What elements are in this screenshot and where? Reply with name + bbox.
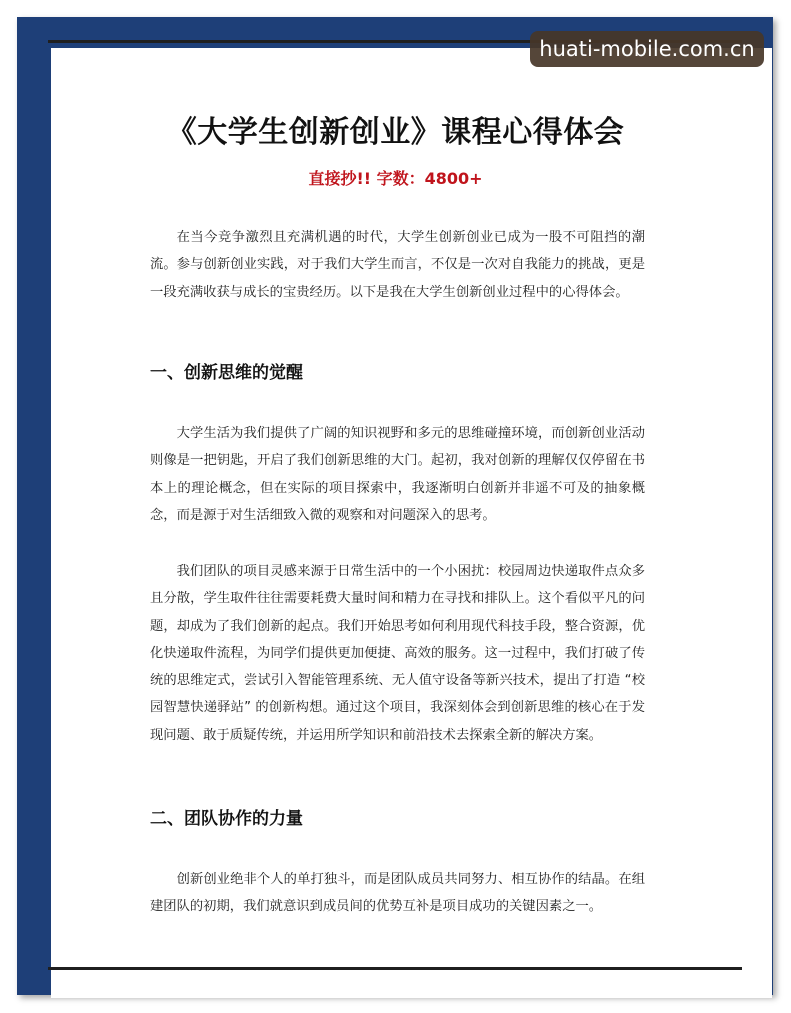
document-subtitle: 直接抄!! 字数：4800+ (308, 169, 483, 188)
section2-heading: 二、团队协作的力量 (150, 809, 303, 829)
watermark: huati-mobile.com.cn (530, 31, 764, 67)
intro-paragraph: 在当今竞争激烈且充满机遇的时代，大学生创新创业已成为一股不可阻挡的潮流。参与创新创业实践，对于我们大学生而言，不仅是一次对自我能力的挑战，更是一段充满收获与成长的宝贵经历。以下是我在大学生创新创业过程中的心得体会。 (150, 230, 645, 300)
section1-heading: 一、创新思维的觉醒 (150, 363, 303, 383)
section1-paragraph-1: 大学生活为我们提供了广阔的知识视野和多元的思维碰撞环境，而创新创业活动则像是一把钥匙，开启了我们创新思维的大门。起初，我对创新的理解仅仅停留在书本上的理论概念，但在实际的项目探索中，我逐渐明白创新并非遥不可及的抽象概念，而是源于对生活细致入微的观察和对问题深入的思考。 (150, 426, 645, 523)
section1-paragraph-2: 我们团队的项目灵感来源于日常生活中的一个小困扰：校园周边快递取件点众多且分散，学生取件往往需要耗费大量时间和精力在寻找和排队上。这个看似平凡的问题，却成为了我们创新的起点。我们开始思考如何利用现代科技手段，整合资源，优化快递取件流程，为同学们提供更加便捷、高效的服务。这一过程中，我们打破了传统的思维定式，尝试引入智能管理系统、无人值守设备等新兴技术，提出了打造 “校园智慧快递驿站” 的创新构想。通过这个项目，我深刻体会到创新思维的核心在于发现问题、敢于质疑传统，并运用所学知识和前沿技术去探索全新的解决方案。 (150, 564, 645, 743)
bottom-rule (48, 967, 742, 970)
section2-paragraph-1: 创新创业绝非个人的单打独斗，而是团队成员共同努力、相互协作的结晶。在组建团队的初期，我们就意识到成员间的优势互补是项目成功的关键因素之一。 (150, 872, 645, 915)
document-title: 《大学生创新创业》课程心得体会 (166, 115, 625, 150)
